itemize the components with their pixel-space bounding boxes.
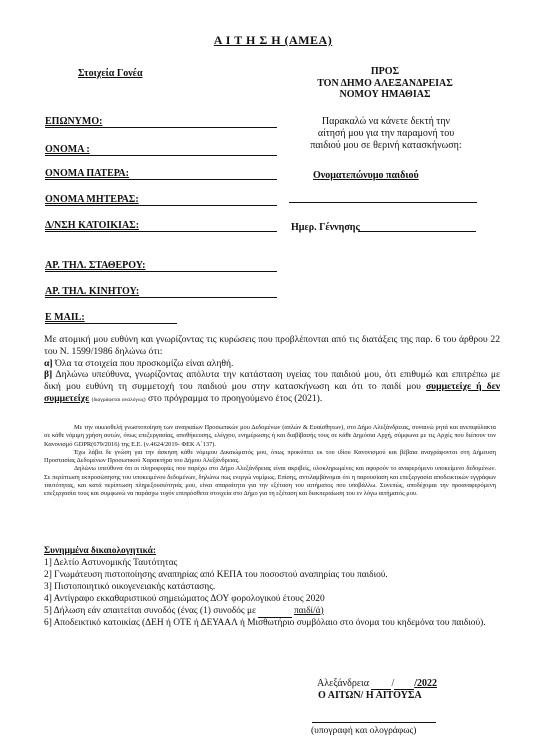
name-label: ΟΝΟΜΑ : xyxy=(45,144,90,155)
mother-name-field[interactable] xyxy=(45,205,277,206)
date-month-field[interactable] xyxy=(394,678,414,690)
recipient-block xyxy=(300,66,470,101)
father-name-field[interactable] xyxy=(45,179,277,180)
signature-caption: (υπογραφή και ολογράφως) xyxy=(311,726,417,736)
landline-field[interactable] xyxy=(45,271,277,272)
parent-details-heading: Στοιχεία Γονέα xyxy=(78,68,143,79)
mother-name-label: ΟΝΟΜΑ ΜΗΤΕΡΑΣ: xyxy=(45,194,139,205)
recipient-line: ΠΡΟΣ xyxy=(370,66,400,77)
declaration xyxy=(44,334,500,407)
address-label: Δ/ΝΣΗ ΚΑΤΟΙΚΙΑΣ: xyxy=(45,220,140,231)
date-line: Αλεξάνδρεια / /2022 xyxy=(317,678,438,689)
surname-label: ΕΠΩΝΥΜΟ: xyxy=(45,116,103,127)
declaration-a: α] Όλα τα στοιχεία που προσκομίζω είναι αληθή. xyxy=(44,357,234,369)
attachment-item: 4] Αντίγραφο εκκαθαριστικού σημειώματος ΔΟΥ φορολογικού έτους 2020 xyxy=(44,593,325,604)
birth-date-line[interactable] xyxy=(358,231,476,232)
recipient-line: ΤΟΝ ΔΗΜΟ ΑΛΕΞΑΝΔΡΕΙΑΣ xyxy=(317,77,453,89)
applicant-role: Ο ΑΙΤΩΝ/ Η ΑΙΤΟΥΣΑ xyxy=(318,690,422,701)
landline-label: ΑΡ. ΤΗΛ. ΣΤΑΘΕΡΟΥ: xyxy=(45,260,146,271)
attachments-heading: Συνημμένα δικαιολογητικά: xyxy=(44,546,156,556)
mobile-label: ΑΡ. ΤΗΛ. ΚΙΝΗΤΟΥ: xyxy=(45,286,140,297)
request-text: Παρακαλώ να κάνετε δεκτή την αίτησή μου για την παραμονή του παιδιού μου σε θερινή κατασκήνωση: xyxy=(310,116,462,152)
attachments xyxy=(44,546,502,630)
child-name-heading: Ονοματεπώνυμο παιδιού xyxy=(313,170,419,181)
attachment-item: 2] Γνωμάτευση πιστοποίησης αναπηρίας από ΚΕΠΑ του ποσοστού αναπηρίας του παιδιού. xyxy=(44,569,388,580)
child-name-line[interactable] xyxy=(289,202,477,203)
companion-count-field[interactable] xyxy=(258,606,292,619)
surname-field[interactable] xyxy=(45,127,277,128)
gdpr-paragraph: Έχω λάβει δε γνώση για την άσκηση κάθε νόμιμου Δικαιώματός μου, όπως προκύπτει εκ του ιδίου Κανονισμού και βέβαια αναγράφονται στη Δήμευση Προστασίας Δεδομένων Προσωπικού Χαρακτήρα του Δήμου Αλεξάνδρειας. xyxy=(44,448,496,465)
email-field[interactable] xyxy=(45,323,177,324)
declaration-b: β] Δηλώνω υπεύθυνα, γνωρίζοντας απόλυτα την κατάσταση υγείας του παιδιού μου, ότι επιθυμώ και επιτρέπω με δική μου ευθύνη τη συμμετοχή του παιδιού μου στην κατασκήνωση και ότι το παιδί μου συμμετείχε ή δεν συμμετείχε (διαγράφεται αναλόγως) στο πρόγραμμα το προηγούμενο έτος (2021). xyxy=(44,369,500,404)
declaration-intro: Με ατομική μου ευθύνη και γνωρίζοντας τις κυρώσεις που προβλέπονται από τις διατάξεις της παρ. 6 του άρθρου 22 του Ν. 1599/1986 δηλώνω ότι: xyxy=(44,334,500,357)
participation-choice[interactable]: συμμετείχε ή δεν συμμετείχε xyxy=(44,381,500,404)
mobile-field[interactable] xyxy=(45,297,277,298)
gdpr-paragraph: Με την οικειοθελή γνωστοποίηση των αναγκαίων Προσωπικών μου Δεδομένων (απλών & Ευαίσθητων), στο Δήμο Αλεξάνδρειας, συναινώ ρητά και ανεπιφύλακτα σε κάθε νόμιμη χρήση αυτών, όπως επεξεργασίας, αποθήκευσης, ελέγχου, ενημέρωσης ή και διαβίβασής τους σε κάθε Δημόσια Αρχή, σύμφωνα με τις Αρχές που διέπουν τον Κανονισμό GDPR(679/2016) της Ε.Ε. (ν.4624/2019- ΦΕΚ Α΄137). xyxy=(44,424,496,448)
recipient-line: ΝΟΜΟΥ ΗΜΑΘΙΑΣ xyxy=(339,89,431,100)
address-field[interactable] xyxy=(45,231,277,232)
signature-line[interactable] xyxy=(312,722,436,723)
attachment-item: 3] Πιστοποιητικό οικογενειακής κατάστασης. xyxy=(44,581,216,592)
gdpr-notice xyxy=(44,424,496,499)
name-field[interactable] xyxy=(45,155,277,156)
attachment-item: 5] Δήλωση εάν απαιτείται συνοδός (ένας (1) συνοδός με παιδί/ά) xyxy=(44,606,502,619)
date-day-field[interactable] xyxy=(371,678,391,690)
page-title: Α Ι Τ Η Σ Η (ΑΜΕΑ) xyxy=(213,33,333,47)
gdpr-paragraph: Δηλώνω υπεύθυνα ότι οι πληροφορίες που παρέχω στο Δήμο Αλεξάνδρειας είναι ακριβείς, ολοκληρωμένες και αφορούν το αναφερόμενο υποκείμενο δεδομένων. Σε περίπτωση εκπροσώπησης του υποκειμένου δεδομένων, δηλώνω πως ενεργώ νομίμως. Επίσης, αντιλαμβάνομαι ότι η παρουσίαση και επεξεργασία αποδεικτικών εγγράφων ταυτότητας, και κατά περίπτωση πληρεξουσιότητάς μου, είναι απαραίτητα για την εξέταση του αιτήματος που υποβάλλω. Συνεπώς, αποδέχομαι την προαναφερόμενη επεξεργασία τους και συμφωνώ να παράσχω τυχόν επιπρόσθετα στοιχεία στο Δήμο για τη εξέταση και διεκπεραίωση του εν λόγω αιτήματός μου. xyxy=(44,465,496,498)
attachment-item: 6] Αποδεικτικό κατοικίας (ΔΕΗ ή ΟΤΕ ή ΔΕΥΑΑΛ ή Μισθωτήριο συμβόλαιο στο όνομα του κηδεμόνα του παιδιού). xyxy=(44,618,486,629)
birth-date-label: Ημερ. Γέννησης xyxy=(291,222,360,233)
attachment-item: 1] Δελτίο Αστυνομικής Ταυτότητας xyxy=(44,557,178,568)
email-label: E MAIL: xyxy=(45,312,85,323)
father-name-label: ΟΝΟΜΑ ΠΑΤΕΡΑ: xyxy=(45,168,129,179)
